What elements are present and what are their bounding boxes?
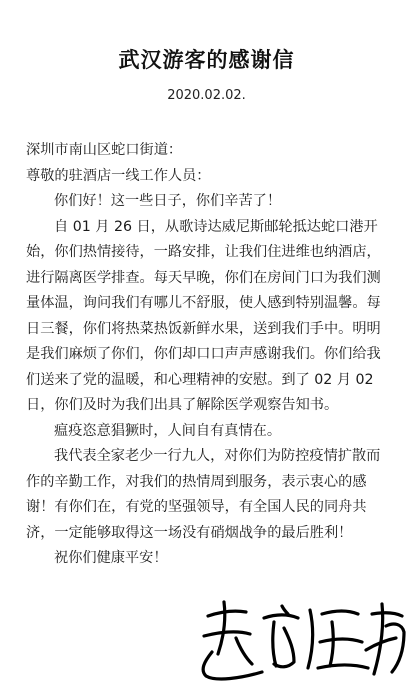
letter-date: 2020.02.02. [167,88,246,103]
letter-title: 武汉游客的感谢信 [118,48,295,72]
handwritten-signature [190,588,410,688]
letter-body [26,138,392,572]
paragraph: 自 01 月 26 日，从歌诗达威尼斯邮轮抵达蛇口港开始，你们热情接待，一路安排，让我们住进维也纳酒店，进行隔离医学排查。每天早晚，你们在房间门口为我们测量体温，询问我们有哪儿不舒服，使人感到特别温馨。每日三餐，你们将热菜热饭新鲜水果，送到我们手中。明明是我们麻烦了你们，你们却口口声声感谢我们。你们给我们送来了党的温暖，和心理精神的安慰。到了 02 月 02 日，你们及时为我们出具了解除医学观察告知书。 [26,218,381,413]
paragraph: 我代表全家老少一行九人，对你们为防控疫情扩散而作的辛勤工作，对我们的热情周到服务，表示衷心的感谢！有你们在，有党的坚强领导，有全国人民的同舟共济，一定能够取得这一场没有硝烟战争的最后胜利！ [26,448,381,541]
salutation-line: 尊敬的驻酒店一线工作人员： [26,167,211,184]
paragraph: 祝你们健康平安！ [54,550,168,566]
paragraph: 瘟疫恣意猖獗时，人间自有真情在。 [54,422,282,439]
salutation-line: 深圳市南山区蛇口街道： [26,142,183,158]
paragraph: 你们好！这一些日子，你们辛苦了！ [54,193,282,209]
